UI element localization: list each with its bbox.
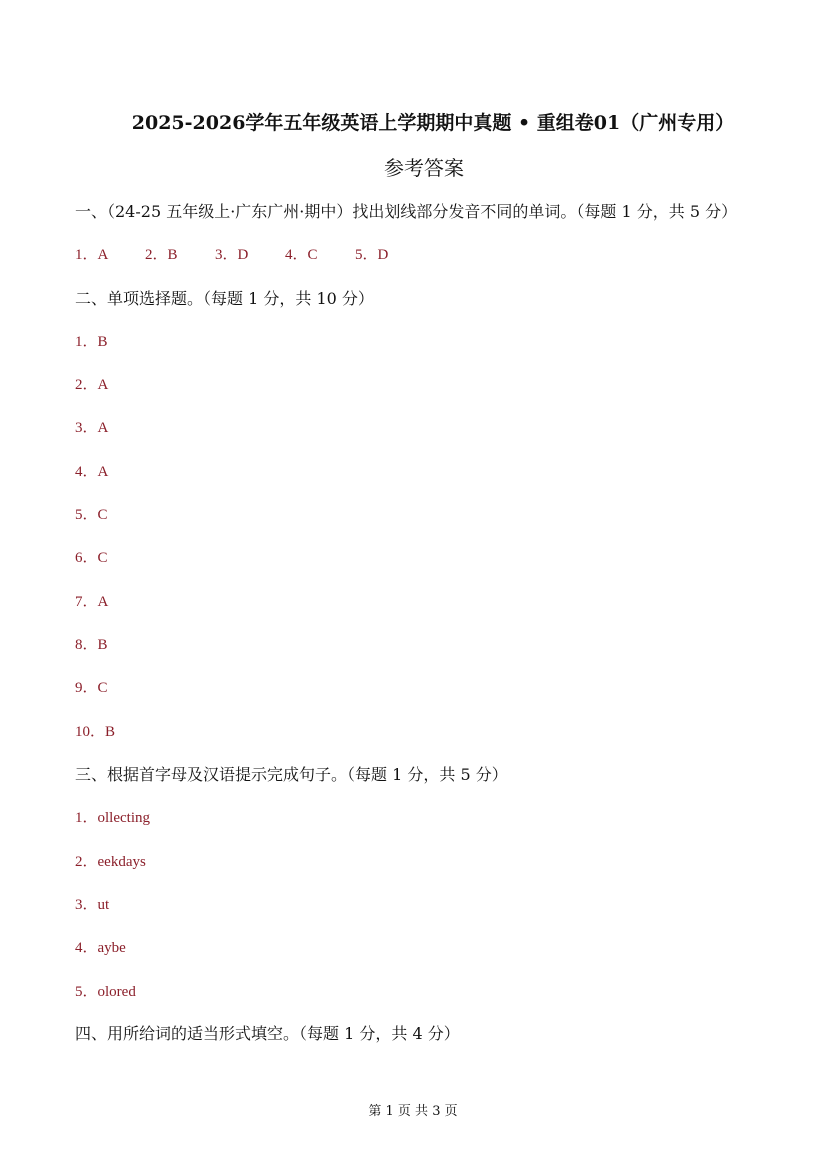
section-2-answer: 4．A — [75, 464, 109, 480]
section-2-answer: 8．B — [75, 637, 108, 653]
section-2-answer: 6．C — [75, 550, 108, 566]
section-1-answer: 5．D — [355, 247, 389, 263]
section-3-answer: 1．ollecting — [75, 810, 150, 826]
section-1-answer: 3．D — [215, 247, 249, 263]
section-2-answer: 10．B — [75, 724, 116, 740]
section-3-heading: 三、根据首字母及汉语提示完成句子。（每题 1 分，共 5 分） — [75, 765, 508, 784]
section-2-answer: 7．A — [75, 594, 109, 610]
section-2-answer: 5．C — [75, 507, 108, 523]
section-1-heading: 一、（24-25 五年级上·广东广州·期中）找出划线部分发音不同的单词。（每题 1 分，共 5 分） — [75, 202, 738, 221]
page-footer: 第 1 页 共 3 页 — [368, 1104, 458, 1119]
section-1-answer: 4．C — [285, 247, 318, 263]
section-2-answer: 3．A — [75, 420, 109, 436]
section-2-heading: 二、单项选择题。（每题 1 分，共 10 分） — [75, 289, 374, 308]
section-3-answer: 2．eekdays — [75, 854, 146, 870]
section-4-heading: 四、用所给词的适当形式填空。（每题 1 分，共 4 分） — [75, 1024, 460, 1043]
section-2-answer: 2．A — [75, 377, 109, 393]
section-1-answer: 1．A — [75, 247, 109, 263]
section-2-answer: 1．B — [75, 334, 108, 350]
section-3-answer: 4．aybe — [75, 940, 126, 956]
document-title: 2025-2026学年五年级英语上学期期中真题 • 重组卷01（广州专用） — [131, 112, 735, 134]
section-2-answer: 9．C — [75, 680, 108, 696]
section-3-answer: 5．olored — [75, 984, 136, 1000]
section-1-answer: 2．B — [145, 247, 178, 263]
document-subtitle: 参考答案 — [384, 156, 464, 180]
section-3-answer: 3．ut — [75, 897, 110, 913]
